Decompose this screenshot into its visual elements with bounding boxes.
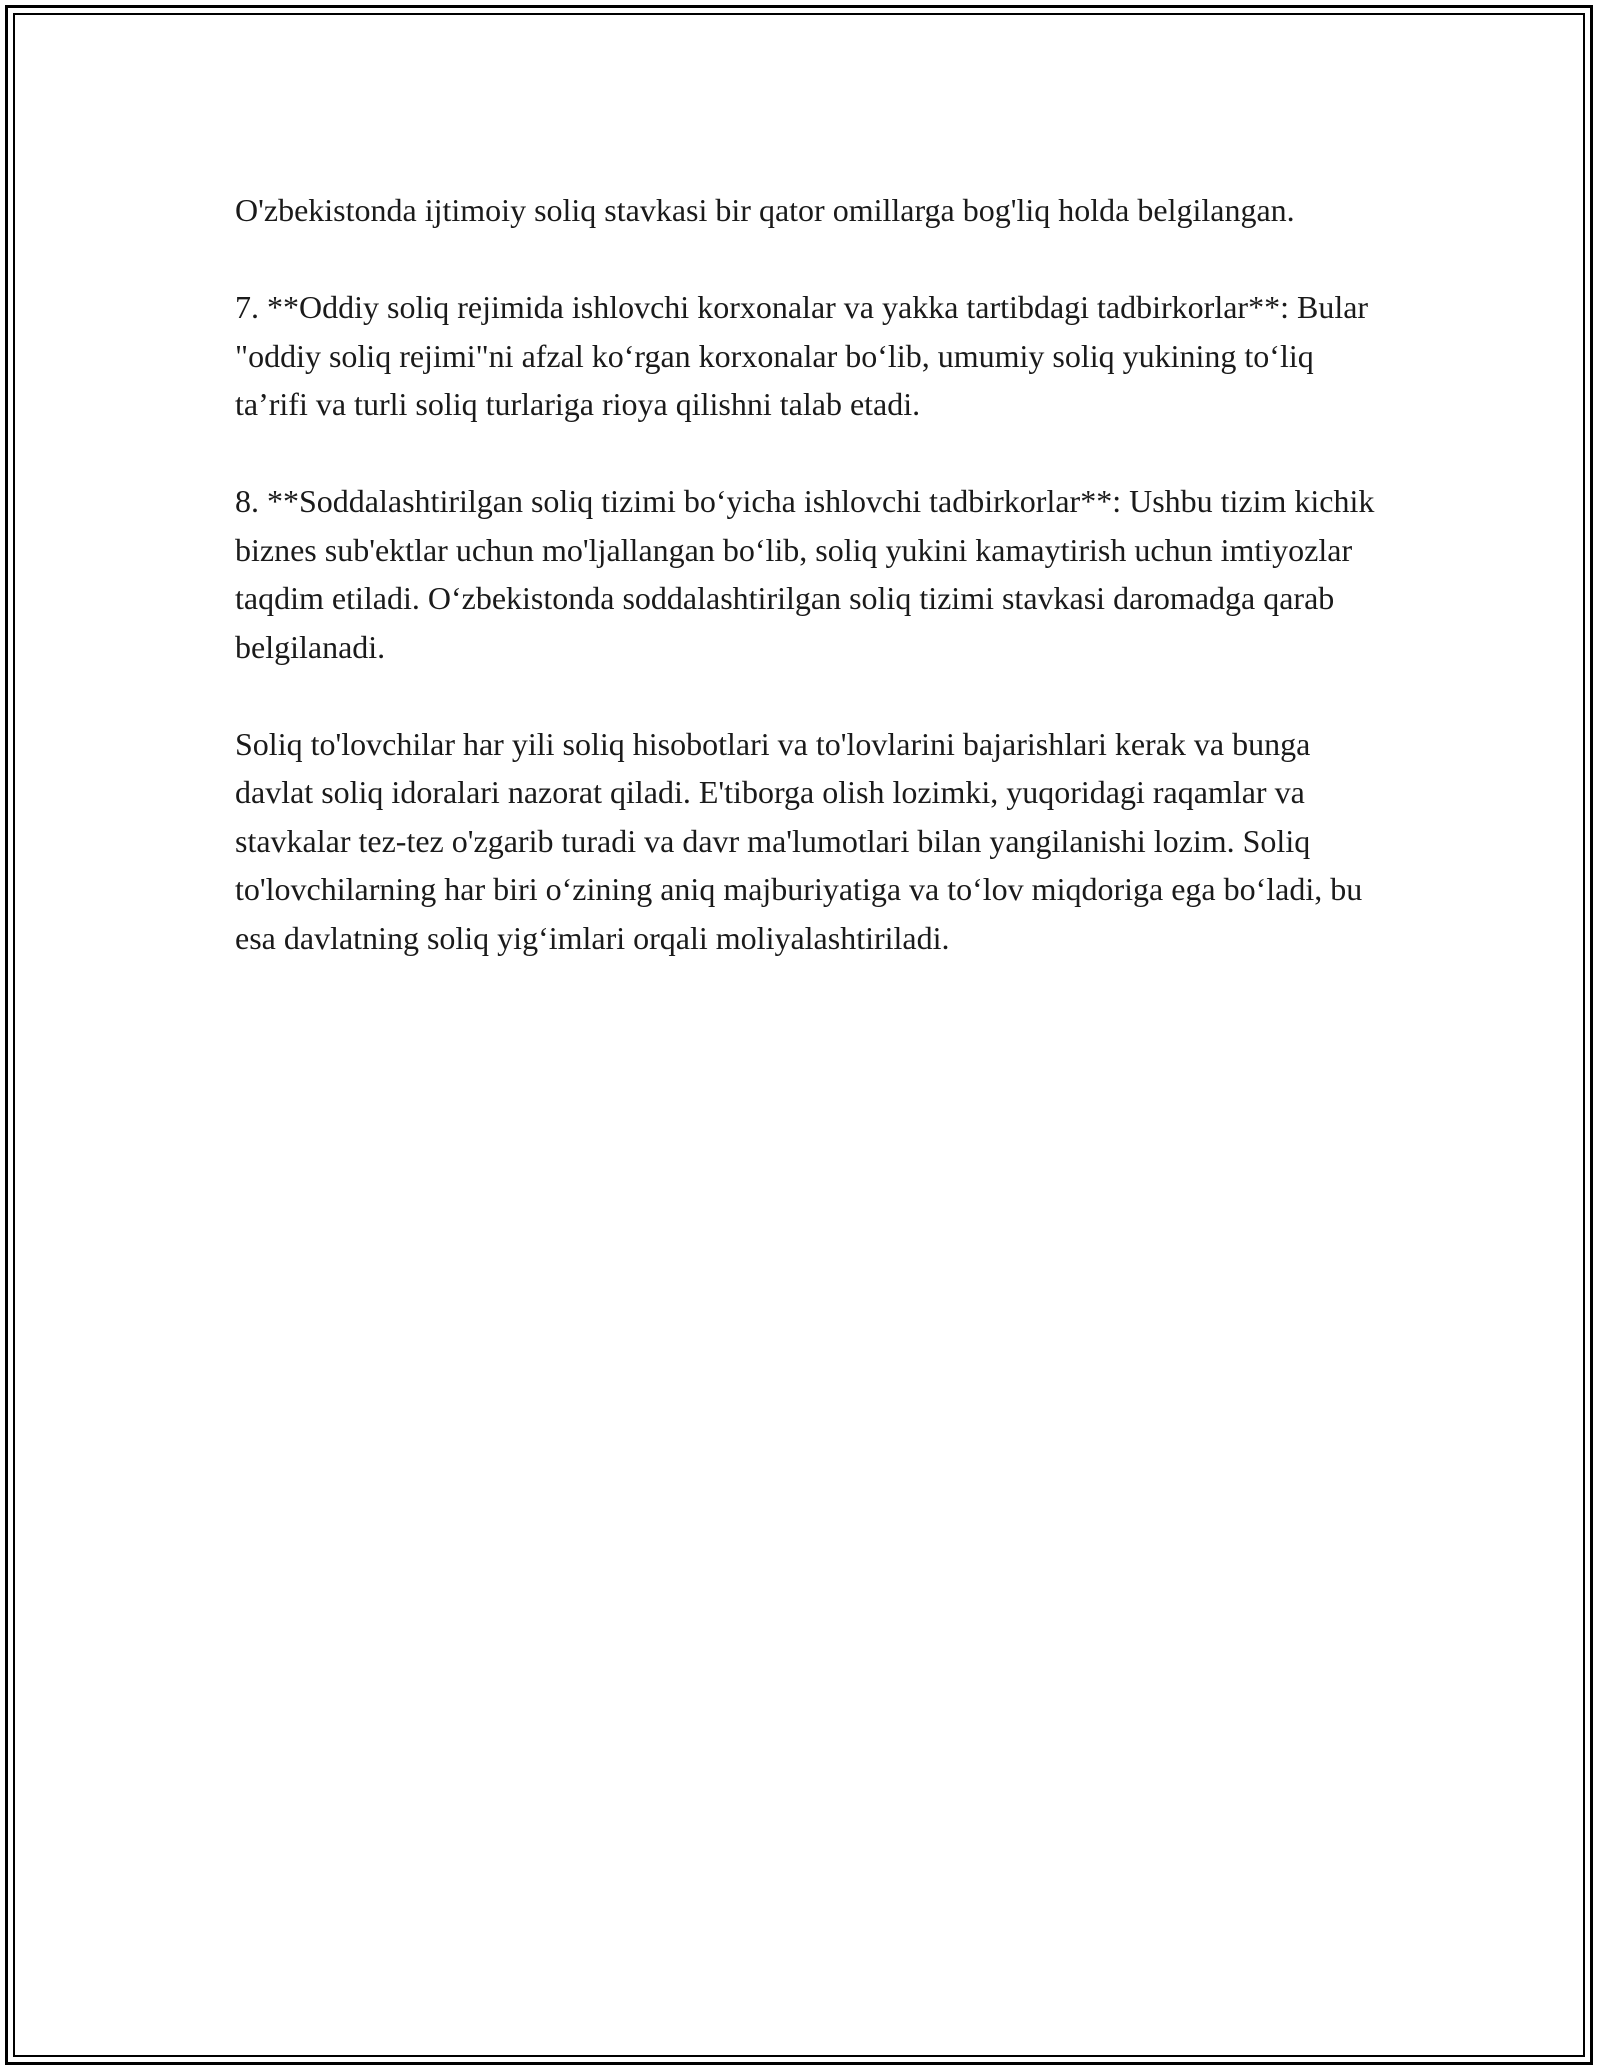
document-body	[235, 186, 1375, 1011]
paragraph-social-tax-intro: O'zbekistonda ijtimoiy soliq stavkasi bir qator omillarga bog'liq holda belgilangan.	[235, 192, 1295, 228]
paragraph-item-8-simplified-tax-system: 8. **Soddalashtirilgan soliq tizimi boʻyicha ishlovchi tadbirkorlar**: Ushbu tizim kichik biznes sub'ektlar uchun mo'ljallangan boʻlib, soliq yukini kamaytirish uchun imtiyozlar taqdim etiladi. Oʻzbekistonda soddalashtirilgan soliq tizimi stavkasi daromadga qarab belgilanadi.	[235, 483, 1375, 665]
paragraph-item-7-ordinary-tax-regime: 7. **Oddiy soliq rejimida ishlovchi korxonalar va yakka tartibdagi tadbirkorlar**: Bular "oddiy soliq rejimi"ni afzal koʻrgan korxonalar boʻlib, umumiy soliq yukining toʻliq ta’rifi va turli soliq turlariga rioya qilishni talab etadi.	[235, 289, 1369, 422]
paragraph-taxpayer-obligations: Soliq to'lovchilar har yili soliq hisobotlari va to'lovlarini bajarishlari kerak va bunga davlat soliq idoralari nazorat qiladi. E'tiborga olish lozimki, yuqoridagi raqamlar va stavkalar tez-tez o'zgarib turadi va davr ma'lumotlari bilan yangilanishi lozim. Soliq to'lovchilarning har biri oʻzining aniq majburiyatiga va toʻlov miqdoriga ega boʻladi, bu esa davlatning soliq yigʻimlari orqali moliyalashtiriladi.	[235, 725, 1363, 956]
